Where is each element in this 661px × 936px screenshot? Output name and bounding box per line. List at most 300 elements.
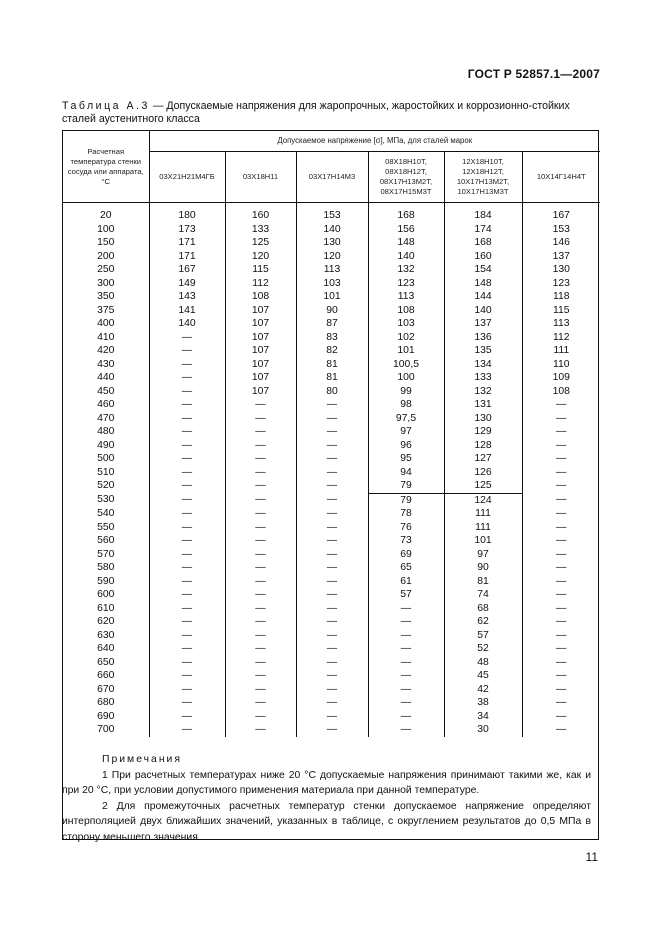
- table-row: [63, 493, 600, 507]
- stress-cell: —: [522, 656, 600, 670]
- stress-cell: 140: [444, 304, 522, 318]
- stress-cell: —: [296, 479, 368, 493]
- temperature-cell: 700: [63, 723, 149, 737]
- stress-cell: —: [522, 615, 600, 629]
- temperature-cell: 300: [63, 277, 149, 291]
- temperature-cell: 510: [63, 466, 149, 480]
- temperature-cell: 375: [63, 304, 149, 318]
- stress-cell: 148: [444, 277, 522, 291]
- stress-cell: 83: [296, 331, 368, 345]
- temperature-cell: 500: [63, 452, 149, 466]
- stress-cell: 184: [444, 209, 522, 223]
- table-row: [63, 412, 600, 426]
- stress-cell: —: [149, 507, 225, 521]
- stress-cell: 111: [444, 521, 522, 535]
- stress-cell: —: [225, 723, 296, 737]
- temperature-cell: 490: [63, 439, 149, 453]
- table-row: [63, 669, 600, 683]
- stress-cell: 107: [225, 317, 296, 331]
- stress-cell: —: [296, 521, 368, 535]
- stress-cell: —: [149, 548, 225, 562]
- stress-cell: —: [225, 561, 296, 575]
- table-row: [63, 358, 600, 372]
- stress-cell: 81: [296, 371, 368, 385]
- table-row: [63, 371, 600, 385]
- table-row: [63, 398, 600, 412]
- stress-cell: 97: [444, 548, 522, 562]
- stress-cell: 144: [444, 290, 522, 304]
- stress-cell: 160: [225, 209, 296, 223]
- stress-cell: 120: [225, 250, 296, 264]
- stress-cell: —: [522, 561, 600, 575]
- stress-cell: 143: [149, 290, 225, 304]
- stress-cell: 118: [522, 290, 600, 304]
- stress-cell: —: [522, 696, 600, 710]
- table-caption: [62, 100, 602, 126]
- temperature-cell: 610: [63, 602, 149, 616]
- stress-cell: —: [149, 656, 225, 670]
- stress-cell: —: [225, 425, 296, 439]
- stress-cell: —: [368, 656, 444, 670]
- stress-cell: —: [149, 385, 225, 399]
- stress-cell: 90: [444, 561, 522, 575]
- stress-cell: —: [296, 466, 368, 480]
- stress-cell: 57: [444, 629, 522, 643]
- stress-cell: —: [522, 439, 600, 453]
- table-row: [63, 602, 600, 616]
- stress-cell: 103: [368, 317, 444, 331]
- stress-cell: —: [149, 683, 225, 697]
- stress-cell: 120: [296, 250, 368, 264]
- table-row: [63, 710, 600, 724]
- temperature-cell: 460: [63, 398, 149, 412]
- stress-cell: 108: [225, 290, 296, 304]
- temperature-cell: 20: [63, 209, 149, 223]
- stress-cell: 123: [368, 277, 444, 291]
- note-item: 2 Для промежуточных расчетных температур стенки допускаемое напряжение определяют интерполяцией двух ближайших значений, указанных в таблице, с округлением результатов до 0,5 МПа в сторону меньшего значения.: [62, 800, 591, 843]
- stress-cell: —: [225, 615, 296, 629]
- stress-cell: 129: [444, 425, 522, 439]
- temperature-cell: 150: [63, 236, 149, 250]
- stress-cell: 136: [444, 331, 522, 345]
- stress-cell: 90: [296, 304, 368, 318]
- stress-group-header: Допускаемое напряжение [σ], МПа, для сталей марок: [149, 131, 600, 152]
- stress-cell: 140: [149, 317, 225, 331]
- stress-cell: 38: [444, 696, 522, 710]
- table-row: [63, 507, 600, 521]
- stress-cell: 112: [225, 277, 296, 291]
- table-row: [63, 277, 600, 291]
- stress-cell: —: [149, 588, 225, 602]
- table-row: [63, 466, 600, 480]
- caption-prefix: Таблица А.3: [62, 100, 150, 112]
- stress-cell: —: [522, 588, 600, 602]
- stress-cell: —: [522, 398, 600, 412]
- table-row: [63, 331, 600, 345]
- stress-cell: —: [296, 669, 368, 683]
- table-row: [63, 317, 600, 331]
- stress-cell: —: [149, 561, 225, 575]
- stress-cell: —: [225, 412, 296, 426]
- stress-cell: 45: [444, 669, 522, 683]
- stress-cell: —: [149, 602, 225, 616]
- stress-cell: 76: [368, 521, 444, 535]
- stress-cell: 78: [368, 507, 444, 521]
- temperature-cell: 530: [63, 493, 149, 507]
- temperature-cell: 570: [63, 548, 149, 562]
- table-row: [63, 290, 600, 304]
- stress-cell: —: [522, 466, 600, 480]
- temperature-cell: 670: [63, 683, 149, 697]
- stress-cell: 160: [444, 250, 522, 264]
- stress-cell: 126: [444, 466, 522, 480]
- stress-cell: —: [225, 588, 296, 602]
- table-row: [63, 548, 600, 562]
- stress-cell: 174: [444, 223, 522, 237]
- stress-cell: 48: [444, 656, 522, 670]
- stress-cell: 154: [444, 263, 522, 277]
- table-row: [63, 534, 600, 548]
- stress-cell: 98: [368, 398, 444, 412]
- stress-cell: —: [296, 534, 368, 548]
- stress-cell: —: [522, 548, 600, 562]
- stress-cell: —: [522, 412, 600, 426]
- temperature-cell: 660: [63, 669, 149, 683]
- stress-cell: 146: [522, 236, 600, 250]
- temperature-cell: 650: [63, 656, 149, 670]
- caption-text: — Допускаемые напряжения для жаропрочных, жаростойких и коррозионно-стойких сталей аустенитного класса: [62, 100, 570, 125]
- stress-cell: 113: [522, 317, 600, 331]
- stress-cell: —: [522, 669, 600, 683]
- stress-cell: 65: [368, 561, 444, 575]
- stress-cell: 79: [368, 493, 444, 507]
- notes-title: Примечания: [102, 754, 182, 765]
- temperature-header: Расчетная температура стенки сосуда или аппарата, °С: [63, 131, 149, 203]
- stress-cell: 69: [368, 548, 444, 562]
- stress-cell: —: [296, 602, 368, 616]
- stress-cell: —: [149, 344, 225, 358]
- table-row: [63, 561, 600, 575]
- stress-cell: —: [225, 575, 296, 589]
- stress-cell: —: [368, 723, 444, 737]
- stress-cell: —: [368, 696, 444, 710]
- temperature-cell: 450: [63, 385, 149, 399]
- stress-cell: —: [296, 561, 368, 575]
- table-row: [63, 223, 600, 237]
- table-row: [63, 385, 600, 399]
- stress-cell: —: [225, 629, 296, 643]
- stress-cell: 134: [444, 358, 522, 372]
- stress-cell: 103: [296, 277, 368, 291]
- stress-cell: —: [296, 548, 368, 562]
- table-row: [63, 236, 600, 250]
- temperature-cell: 560: [63, 534, 149, 548]
- stress-cell: 168: [368, 209, 444, 223]
- stress-cell: —: [296, 575, 368, 589]
- stress-cell: 124: [444, 493, 522, 507]
- stress-cell: —: [149, 371, 225, 385]
- stress-cell: —: [149, 439, 225, 453]
- stress-cell: 96: [368, 439, 444, 453]
- stress-cell: 156: [368, 223, 444, 237]
- stress-cell: —: [296, 439, 368, 453]
- stress-cell: 171: [149, 250, 225, 264]
- stress-cell: —: [296, 656, 368, 670]
- table-row: [63, 263, 600, 277]
- stress-cell: —: [522, 507, 600, 521]
- stress-cell: 180: [149, 209, 225, 223]
- table-row: [63, 615, 600, 629]
- stress-cell: 94: [368, 466, 444, 480]
- stress-cell: —: [225, 683, 296, 697]
- stress-cell: —: [522, 629, 600, 643]
- stress-cell: 125: [444, 479, 522, 493]
- steel-grade-header: 10Х14Г14Н4Т: [522, 152, 600, 203]
- stress-cell: —: [522, 521, 600, 535]
- stress-cell: —: [296, 683, 368, 697]
- stress-cell: —: [225, 466, 296, 480]
- temperature-cell: 630: [63, 629, 149, 643]
- table-row: [63, 209, 600, 223]
- stress-cell: 125: [225, 236, 296, 250]
- stress-cell: —: [368, 602, 444, 616]
- table-row: [63, 723, 600, 737]
- stress-cell: 130: [296, 236, 368, 250]
- stress-cell: 107: [225, 385, 296, 399]
- table-row: [63, 479, 600, 493]
- stress-cell: 132: [368, 263, 444, 277]
- standard-header: ГОСТ Р 52857.1—2007: [467, 67, 600, 81]
- temperature-cell: 400: [63, 317, 149, 331]
- stress-cell: 74: [444, 588, 522, 602]
- stress-cell: 107: [225, 304, 296, 318]
- stress-cell: —: [368, 615, 444, 629]
- stress-cell: 130: [444, 412, 522, 426]
- stress-cell: 101: [368, 344, 444, 358]
- stress-cell: —: [368, 710, 444, 724]
- stress-cell: 148: [368, 236, 444, 250]
- stress-cell: 81: [296, 358, 368, 372]
- stress-cell: —: [225, 507, 296, 521]
- stress-cell: 128: [444, 439, 522, 453]
- stress-cell: 137: [444, 317, 522, 331]
- stress-cell: —: [225, 479, 296, 493]
- table-row: [63, 696, 600, 710]
- stress-cell: 34: [444, 710, 522, 724]
- stress-cell: —: [296, 452, 368, 466]
- stress-cell: 101: [444, 534, 522, 548]
- stress-cell: 107: [225, 358, 296, 372]
- stress-cell: —: [522, 642, 600, 656]
- table-row: [63, 656, 600, 670]
- stress-cell: 171: [149, 236, 225, 250]
- temperature-cell: 350: [63, 290, 149, 304]
- temperature-cell: 520: [63, 479, 149, 493]
- stress-cell: —: [368, 629, 444, 643]
- table-row: [63, 588, 600, 602]
- temperature-cell: 580: [63, 561, 149, 575]
- stress-cell: —: [149, 358, 225, 372]
- stress-cell: 108: [522, 385, 600, 399]
- stress-cell: —: [149, 534, 225, 548]
- stress-cell: —: [522, 710, 600, 724]
- stress-cell: —: [522, 602, 600, 616]
- stress-cell: 123: [522, 277, 600, 291]
- stress-cell: 107: [225, 344, 296, 358]
- table-row: [63, 452, 600, 466]
- stress-cell: 113: [368, 290, 444, 304]
- table-row: [63, 575, 600, 589]
- stress-cell: —: [296, 696, 368, 710]
- stress-cell: 102: [368, 331, 444, 345]
- stress-cell: 79: [368, 479, 444, 493]
- temperature-cell: 470: [63, 412, 149, 426]
- stress-cell: 140: [296, 223, 368, 237]
- temperature-cell: 250: [63, 263, 149, 277]
- stress-cell: —: [296, 723, 368, 737]
- table-row: [63, 425, 600, 439]
- page-number: 11: [585, 850, 598, 864]
- stress-table-frame: [62, 130, 599, 840]
- stress-cell: 97,5: [368, 412, 444, 426]
- stress-cell: —: [149, 629, 225, 643]
- stress-cell: 87: [296, 317, 368, 331]
- stress-cell: —: [225, 493, 296, 507]
- stress-cell: —: [522, 575, 600, 589]
- stress-cell: —: [149, 466, 225, 480]
- stress-cell: 73: [368, 534, 444, 548]
- stress-cell: —: [149, 479, 225, 493]
- stress-cell: 107: [225, 331, 296, 345]
- table-row: [63, 683, 600, 697]
- stress-cell: —: [296, 493, 368, 507]
- stress-cell: —: [296, 588, 368, 602]
- stress-cell: 100: [368, 371, 444, 385]
- stress-cell: 42: [444, 683, 522, 697]
- stress-cell: —: [149, 398, 225, 412]
- stress-cell: 57: [368, 588, 444, 602]
- temperature-cell: 540: [63, 507, 149, 521]
- stress-cell: 68: [444, 602, 522, 616]
- stress-cell: —: [149, 412, 225, 426]
- stress-cell: 111: [444, 507, 522, 521]
- stress-cell: —: [522, 452, 600, 466]
- stress-cell: —: [296, 412, 368, 426]
- stress-cell: 100,5: [368, 358, 444, 372]
- stress-cell: —: [149, 723, 225, 737]
- temperature-cell: 620: [63, 615, 149, 629]
- stress-cell: —: [225, 696, 296, 710]
- steel-grade-header: 08Х18Н10Т, 08Х18Н12Т, 08Х17Н13М2Т, 08Х17Н15М3Т: [368, 152, 444, 203]
- stress-cell: 112: [522, 331, 600, 345]
- temperature-cell: 680: [63, 696, 149, 710]
- stress-cell: 97: [368, 425, 444, 439]
- stress-cell: —: [296, 629, 368, 643]
- stress-cell: —: [368, 669, 444, 683]
- stress-cell: —: [225, 398, 296, 412]
- stress-cell: 110: [522, 358, 600, 372]
- stress-cell: 167: [149, 263, 225, 277]
- stress-cell: —: [225, 452, 296, 466]
- stress-cell: —: [296, 710, 368, 724]
- stress-cell: 149: [149, 277, 225, 291]
- stress-cell: —: [368, 642, 444, 656]
- stress-cell: —: [149, 669, 225, 683]
- note-item: 1 При расчетных температурах ниже 20 °С допускаемые напряжения принимают такими же, как и при 20 °С, при условии допустимого применения материала при данной температуре.: [62, 769, 591, 796]
- steel-grade-header: 03Х18Н11: [225, 152, 296, 203]
- temperature-cell: 420: [63, 344, 149, 358]
- stress-cell: —: [522, 723, 600, 737]
- stress-cell: —: [522, 479, 600, 493]
- stress-cell: 30: [444, 723, 522, 737]
- stress-cell: 115: [225, 263, 296, 277]
- stress-cell: 80: [296, 385, 368, 399]
- temperature-cell: 430: [63, 358, 149, 372]
- stress-cell: —: [149, 696, 225, 710]
- stress-cell: —: [296, 507, 368, 521]
- stress-cell: 111: [522, 344, 600, 358]
- stress-cell: 101: [296, 290, 368, 304]
- temperature-cell: 690: [63, 710, 149, 724]
- steel-grade-header: 03Х17Н14М3: [296, 152, 368, 203]
- stress-cell: —: [225, 710, 296, 724]
- stress-cell: —: [225, 669, 296, 683]
- temperature-cell: 590: [63, 575, 149, 589]
- table-row: [63, 304, 600, 318]
- stress-cell: 52: [444, 642, 522, 656]
- stress-cell: —: [225, 534, 296, 548]
- temperature-cell: 440: [63, 371, 149, 385]
- temperature-cell: 410: [63, 331, 149, 345]
- stress-cell: 81: [444, 575, 522, 589]
- stress-cell: 133: [444, 371, 522, 385]
- stress-cell: 130: [522, 263, 600, 277]
- stress-cell: —: [225, 642, 296, 656]
- stress-cell: 133: [225, 223, 296, 237]
- stress-cell: —: [149, 615, 225, 629]
- stress-cell: —: [149, 642, 225, 656]
- table-body: [63, 203, 600, 737]
- steel-grade-header: 12Х18Н10Т, 12Х18Н12Т, 10Х17Н13М2Т, 10Х17Н13М3Т: [444, 152, 522, 203]
- stress-cell: —: [149, 710, 225, 724]
- stress-cell: —: [149, 425, 225, 439]
- temperature-cell: 600: [63, 588, 149, 602]
- stress-cell: 141: [149, 304, 225, 318]
- stress-cell: 107: [225, 371, 296, 385]
- stress-cell: 153: [522, 223, 600, 237]
- notes-block: [62, 752, 599, 845]
- stress-cell: 109: [522, 371, 600, 385]
- stress-cell: 127: [444, 452, 522, 466]
- stress-cell: 137: [522, 250, 600, 264]
- allowable-stress-table: [63, 131, 600, 737]
- temperature-cell: 200: [63, 250, 149, 264]
- stress-cell: —: [368, 683, 444, 697]
- stress-cell: —: [296, 425, 368, 439]
- stress-cell: 167: [522, 209, 600, 223]
- stress-cell: 140: [368, 250, 444, 264]
- stress-cell: 173: [149, 223, 225, 237]
- stress-cell: —: [522, 425, 600, 439]
- stress-cell: —: [149, 521, 225, 535]
- stress-cell: —: [296, 398, 368, 412]
- stress-cell: —: [149, 493, 225, 507]
- stress-cell: —: [225, 439, 296, 453]
- temperature-cell: 640: [63, 642, 149, 656]
- temperature-cell: 480: [63, 425, 149, 439]
- stress-cell: 113: [296, 263, 368, 277]
- stress-cell: —: [296, 615, 368, 629]
